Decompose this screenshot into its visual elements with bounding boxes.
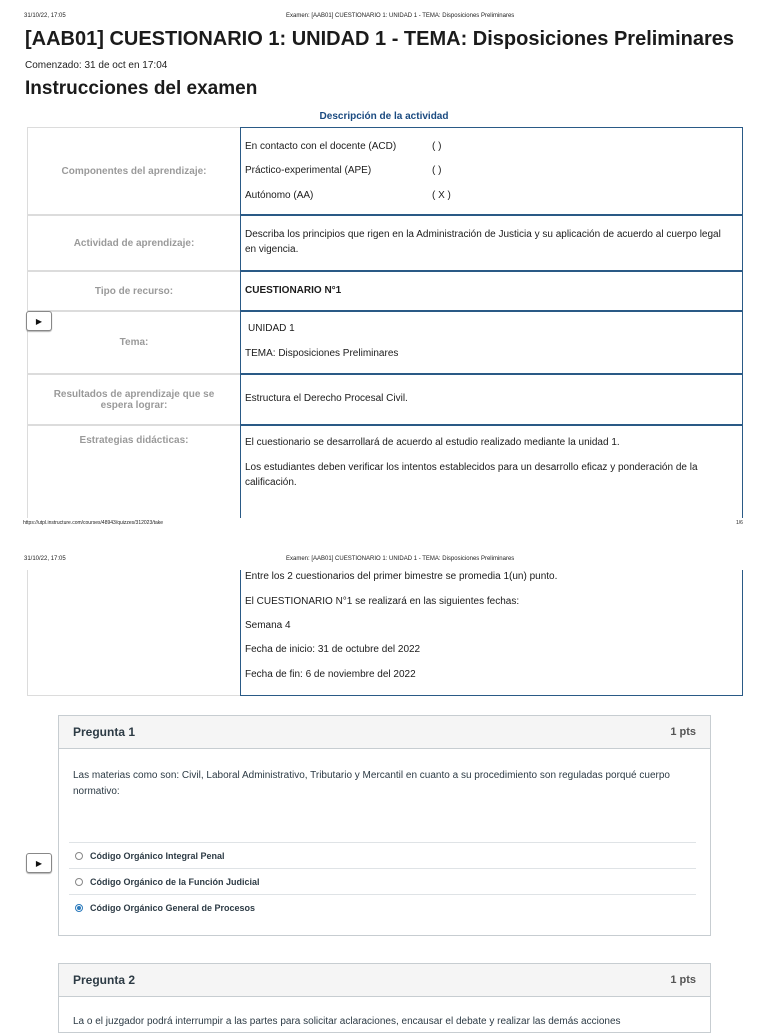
tema-label: Tema: — [27, 311, 240, 374]
tipo-text: CUESTIONARIO N°1 — [245, 285, 342, 296]
footer-url: https://utpl.instructure.com/courses/48943/quizzes/312023/take — [23, 520, 164, 526]
answer-option-3-label: Código Orgánico General de Procesos — [90, 902, 256, 913]
question-2-text: La o el juzgador podrá interrumpir a las partes para solicitar aclaraciones, encausar el debate y realizar las demás acciones — [73, 1016, 621, 1027]
play-button-2[interactable] — [26, 853, 52, 873]
actividad-text: Describa los principios que rigen en la Administración de Justicia y su aplicación de acuerdo al cuerpo legal en vigencia. — [245, 229, 721, 255]
componente-acd-mark: ( ) — [432, 141, 442, 152]
actividad-label: Actividad de aprendizaje: — [27, 215, 240, 271]
componentes-label: Componentes del aprendizaje: — [27, 127, 240, 215]
question-2-header — [59, 964, 710, 997]
answer-option-1[interactable] — [69, 842, 696, 868]
componente-aa: Autónomo (AA) — [245, 190, 314, 201]
play-button[interactable] — [26, 311, 52, 331]
tipo-label: Tipo de recurso: — [27, 271, 240, 311]
play-icon: ▶ — [35, 316, 43, 326]
estrategias-cell-cont — [240, 570, 743, 696]
actividad-cell — [240, 215, 743, 271]
question-1-title: Pregunta 1 — [73, 725, 136, 739]
estrategias-label-cont — [27, 570, 240, 696]
play-icon: ▶ — [35, 858, 43, 868]
estrategias-p2: Los estudiantes deben verificar los intentos establecidos para un desarrollo eficaz y ponderación de la calificación. — [245, 462, 698, 488]
question-1 — [58, 715, 711, 936]
question-1-text: Las materias como son: Civil, Laboral Administrativo, Tributario y Mercantil en cuanto a su procedimiento son reguladas porqué cuerpo normativo: — [73, 770, 670, 797]
radio-unselected-icon[interactable] — [75, 878, 83, 886]
tipo-cell — [240, 271, 743, 311]
question-2-title: Pregunta 2 — [73, 973, 136, 987]
estrategias-p5: Semana 4 — [245, 620, 291, 631]
estrategias-p7: Fecha de fin: 6 de noviembre del 2022 — [245, 669, 416, 680]
print-header-date: 31/10/22, 17:05 — [24, 13, 66, 19]
resultados-text: Estructura el Derecho Procesal Civil. — [245, 393, 408, 404]
componentes-cell — [240, 127, 743, 215]
footer-page-number: 1/6 — [736, 520, 743, 526]
resultados-cell — [240, 374, 743, 425]
instructions-heading: Instrucciones del examen — [25, 78, 258, 99]
answer-option-2[interactable] — [69, 868, 696, 894]
print-header-title-2: Examen: [AAB01] CUESTIONARIO 1: UNIDAD 1 - TEMA: Disposiciones Preliminares — [286, 556, 515, 562]
componente-aa-mark: ( X ) — [432, 190, 451, 201]
tema-cell — [240, 311, 743, 374]
tema-line-2: TEMA: Disposiciones Preliminares — [245, 348, 399, 359]
radio-selected-icon[interactable] — [75, 904, 83, 912]
answer-option-2-label: Código Orgánico de la Función Judicial — [90, 876, 260, 887]
estrategias-label: Estrategias didácticas: — [27, 425, 240, 518]
print-header-title: Examen: [AAB01] CUESTIONARIO 1: UNIDAD 1 - TEMA: Disposiciones Preliminares — [286, 13, 515, 19]
componente-acd: En contacto con el docente (ACD) — [245, 141, 397, 152]
estrategias-cell — [240, 425, 743, 518]
page-title: [AAB01] CUESTIONARIO 1: UNIDAD 1 - TEMA: Disposiciones Preliminares — [25, 28, 735, 50]
started-timestamp: Comenzado: 31 de oct en 17:04 — [25, 60, 168, 71]
estrategias-p4: El CUESTIONARIO N°1 se realizará en las siguientes fechas: — [245, 596, 520, 607]
question-1-points: 1 pts — [670, 726, 696, 738]
tema-line-1: UNIDAD 1 — [248, 323, 295, 334]
answer-option-3[interactable] — [69, 894, 696, 920]
question-1-header — [59, 716, 710, 749]
componente-ape: Práctico-experimental (APE) — [245, 165, 372, 176]
print-header-date-2: 31/10/22, 17:05 — [24, 556, 66, 562]
resultados-label: Resultados de aprendizaje que se espera lograr: — [27, 374, 240, 425]
estrategias-p1: El cuestionario se desarrollará de acuerdo al estudio realizado mediante la unidad 1. — [245, 437, 620, 448]
estrategias-p6: Fecha de inicio: 31 de octubre del 2022 — [245, 644, 421, 655]
componente-ape-mark: ( ) — [432, 165, 442, 176]
description-heading: Descripción de la actividad — [319, 111, 449, 122]
estrategias-p3: Entre los 2 cuestionarios del primer bimestre se promedia 1(un) punto. — [245, 571, 558, 582]
answer-option-1-label: Código Orgánico Integral Penal — [90, 850, 225, 861]
radio-unselected-icon[interactable] — [75, 852, 83, 860]
question-2 — [58, 963, 711, 1033]
question-2-points: 1 pts — [670, 974, 696, 986]
